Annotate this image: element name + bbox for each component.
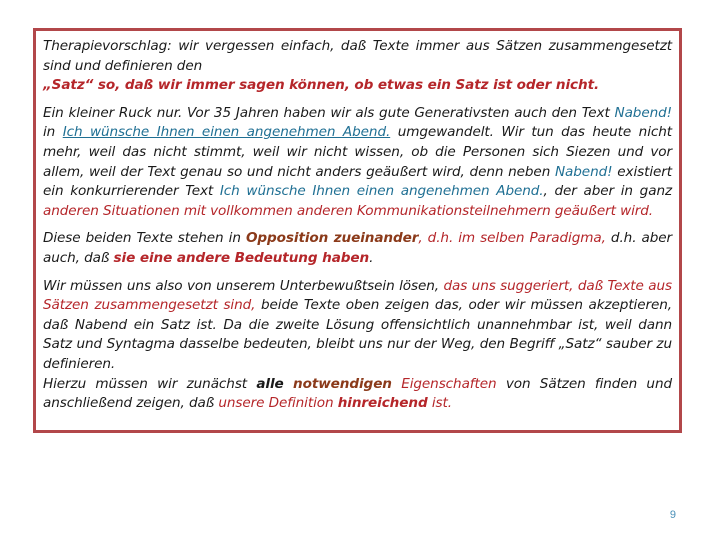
- p3-text-f: .: [369, 249, 374, 266]
- p5-definition: unsere Definition: [218, 395, 334, 412]
- p2-nabend-2: Nabend!: [554, 163, 613, 180]
- p5-notwendigen: notwendigen: [293, 375, 392, 392]
- p2-situations: anderen Situationen mit vollkommen anderen Kommunikationsteilnehmern geäußert wird.: [43, 202, 654, 219]
- paragraph-2: [43, 104, 672, 222]
- p2-text-a: Ein kleiner Ruck nur. Vor 35 Jahren haben wir als gute Generativsten auch den Text: [43, 104, 615, 121]
- p4-text-c: beide Texte oben zeigen das, oder wir müssen akzeptieren, daß Nabend ein Satz ist. Da die zweite Lösung offensichtlich unannehmbar ist, weil dann Satz und Syntagma dasselbe bedeuten, bleibt uns nur der Weg, den Begriff „Satz“ sauber zu definieren.: [43, 297, 672, 372]
- p5-ist: ist.: [427, 395, 452, 412]
- p5-space-1: [284, 376, 293, 392]
- p3-text-d: d.h. aber auch, daß: [43, 230, 673, 266]
- paragraph-4: [43, 277, 672, 375]
- page-number: 9: [669, 509, 676, 521]
- p3-opposition: Opposition zueinander: [245, 230, 419, 247]
- paragraph-1: [43, 37, 672, 96]
- p5-eigenschaften: Eigenschaften: [401, 375, 497, 392]
- p1-text: Therapievorschlag: wir vergessen einfach, daß Texte immer aus Sätzen zusammengesetzt sind und definieren den: [43, 38, 672, 74]
- p4-suggestion: das uns suggeriert, daß Texte aus Sätzen zusammengesetzt sind,: [43, 277, 672, 314]
- p3-text-a: Diese beiden Texte stehen in: [43, 230, 246, 247]
- paragraph-3: [43, 229, 672, 268]
- p3-bedeutung: sie eine andere Bedeutung haben: [113, 249, 370, 266]
- p5-hinreichend: hinreichend: [337, 395, 428, 412]
- p5-text-g: von Sätzen finden und anschließend zeigen, daß: [43, 375, 672, 412]
- p5-space-2: [392, 376, 401, 392]
- p2-text-c: in: [43, 124, 63, 141]
- p2-phrase-underlined: Ich wünsche Ihnen einen angenehmen Abend.: [62, 124, 391, 141]
- content-frame: [33, 28, 682, 433]
- p3-paradigma: , d.h. im selben Paradigma,: [418, 230, 606, 247]
- p5-alle: alle: [256, 375, 284, 392]
- p1-emphasis: „Satz“ so, daß wir immer sagen können, ob etwas ein Satz ist oder nicht.: [43, 77, 600, 94]
- p2-text-e: umgewandelt. Wir tun das heute nicht mehr, weil das nicht stimmt, weil wir nicht wissen, ob die Personen sich Siezen und vor allem, weil der Text genau so und nicht anders geäußert wird, denn neben: [43, 124, 672, 180]
- p2-phrase: Ich wünsche Ihnen einen angenehmen Abend.: [219, 183, 544, 200]
- p2-text-g: existiert ein konkurrierender Text: [43, 163, 673, 200]
- text-body: [43, 37, 672, 422]
- p2-nabend-1: Nabend!: [614, 104, 672, 121]
- p2-text-i: , der aber in ganz: [543, 183, 672, 200]
- p5-text-a: Hierzu müssen wir zunächst: [43, 375, 257, 392]
- p4-text-a: Wir müssen uns also von unserem Unterbewußtsein lösen,: [43, 277, 444, 294]
- paragraph-5: [43, 375, 672, 414]
